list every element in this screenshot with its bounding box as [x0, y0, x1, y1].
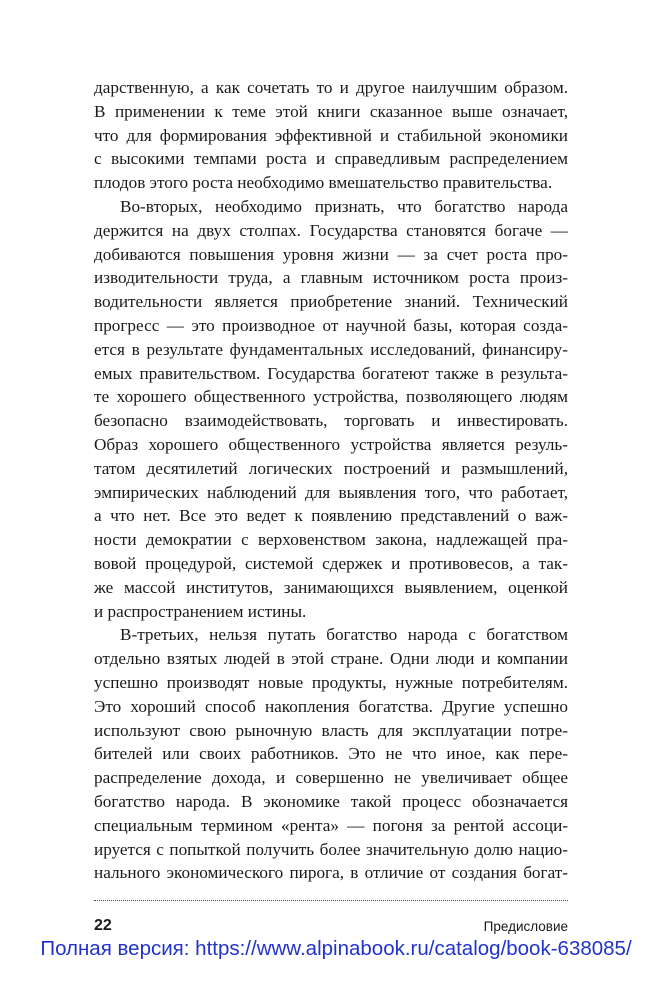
- text-line: используют свою рыночную власть для эксплуатации потре-: [94, 720, 568, 740]
- text-line: водительности является приобретение знаний. Технический: [94, 292, 568, 312]
- text-line: держится на двух столпах. Государства становятся богаче —: [94, 220, 568, 240]
- text-line: добиваются повышения уровня жизни — за счет роста про-: [94, 244, 568, 264]
- text-line: успешно производят новые продукты, нужные потребителям.: [94, 672, 568, 692]
- body-text: [94, 76, 568, 885]
- text-line: емых правительством. Государства богатеют также в результа-: [94, 363, 568, 383]
- text-line: эмпирических наблюдений для выявления того, что работает,: [94, 482, 568, 502]
- text-line: ируется с попыткой получить более значительную долю нацио-: [94, 839, 568, 859]
- text-line: В применении к теме этой книги сказанное выше означает,: [94, 101, 568, 121]
- text-line: что для формирования эффективной и стабильной экономики: [94, 125, 568, 145]
- text-line: специальным термином «рента» — погоня за рентой ассоци-: [94, 815, 568, 835]
- text-line: с высокими темпами роста и справедливым распределением: [94, 149, 568, 169]
- text-line: дарственную, а как сочетать то и другое наилучшим образом.: [94, 78, 568, 97]
- page-number: 22: [94, 917, 112, 934]
- text-line: а что нет. Все это ведет к появлению представлений о важ-: [94, 506, 568, 526]
- text-line: нального экономического пирога, в отличие от создания богат-: [94, 863, 568, 883]
- text-line: безопасно взаимодействовать, торговать и инвестировать.: [94, 411, 568, 431]
- text-line: Во-вторых, необходимо признать, что богатство народа: [120, 196, 568, 216]
- text-line: те хорошего общественного устройства, позволяющего людям: [94, 387, 568, 407]
- text-line: прогресс — это производное от научной базы, которая созда-: [94, 315, 568, 335]
- text-line: татом десятилетий логических построений и размышлений,: [94, 458, 568, 478]
- text-line: изводительности труда, а главным источником роста произ-: [94, 268, 568, 288]
- text-line: и распространением истины.: [94, 601, 307, 621]
- text-line: вовой процедурой, системой сдержек и противовесов, а так-: [94, 553, 568, 573]
- text-line: ности демократии с верховенством закона, надлежащей пра-: [94, 530, 568, 550]
- text-line: Это хороший способ накопления богатства. Другие успешно: [94, 696, 568, 716]
- running-head: Предисловие: [483, 919, 568, 934]
- full-version-link[interactable]: Полная версия: https://www.alpinabook.ru/catalog/book-638085/: [40, 937, 632, 960]
- footer-divider: [94, 900, 568, 901]
- text-line: богатство народа. В экономике такой процесс обозначается: [94, 791, 568, 811]
- text-line: распределение дохода, и совершенно не увеличивает общее: [94, 768, 568, 788]
- text-line: ется в результате фундаментальных исследований, финансиру-: [94, 339, 568, 359]
- text-line: бителей или своих работников. Это не что иное, как пере-: [94, 744, 568, 764]
- text-line: Образ хорошего общественного устройства является резуль-: [94, 434, 568, 454]
- text-line: отдельно взятых людей в этой стране. Одни люди и компании: [94, 649, 568, 669]
- text-line: же массой институтов, занимающихся выявлением, оценкой: [94, 577, 568, 597]
- text-line: плодов этого роста необходимо вмешательство правительства.: [94, 173, 553, 193]
- text-line: В-третьих, нельзя путать богатство народа с богатством: [120, 625, 568, 645]
